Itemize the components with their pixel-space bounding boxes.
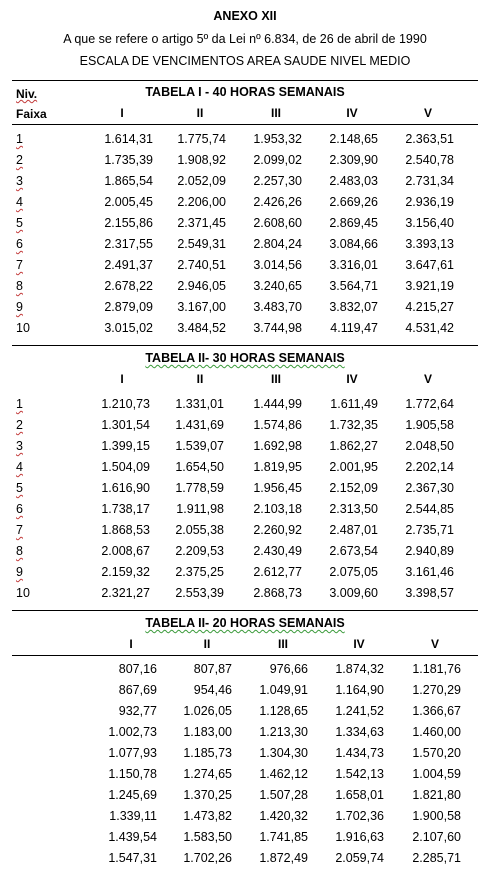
value-cell: 2.155,86: [104, 216, 153, 230]
value-cell: 2.544,85: [405, 502, 454, 516]
table-row: [0, 541, 490, 562]
value-cell: 1.865,54: [104, 174, 153, 188]
header-divider: [12, 124, 478, 125]
value-cell: 2.868,73: [253, 586, 302, 600]
value-cell: 3.484,52: [177, 321, 226, 335]
value-cell: 1.181,76: [412, 662, 461, 676]
faixa-cell: 5: [16, 216, 23, 230]
value-cell: 1.658,01: [335, 788, 384, 802]
table-row: [0, 457, 490, 478]
faixa-cell: 6: [16, 502, 23, 516]
faixa-cell: 8: [16, 544, 23, 558]
value-cell: 1.874,32: [335, 662, 384, 676]
value-cell: 932,77: [118, 704, 157, 718]
faixa-cell: 8: [16, 279, 23, 293]
table-row: [0, 297, 490, 318]
value-cell: 1.741,85: [259, 830, 308, 844]
value-cell: 1.077,93: [108, 746, 157, 760]
table-row: [0, 129, 490, 150]
value-cell: 1.150,78: [108, 767, 157, 781]
table-row: [0, 806, 490, 827]
value-cell: 1.702,26: [183, 851, 232, 865]
value-cell: 3.921,19: [405, 279, 454, 293]
table-row: [0, 848, 490, 869]
value-cell: 2.206,00: [177, 195, 226, 209]
value-cell: 1.819,95: [253, 460, 302, 474]
value-cell: 3.393,13: [405, 237, 454, 251]
value-cell: 2.152,09: [329, 481, 378, 495]
value-cell: 1.611,49: [330, 397, 378, 411]
value-cell: 2.075,05: [329, 565, 378, 579]
column-header: I: [129, 637, 133, 651]
table-row: [0, 150, 490, 171]
value-cell: 1.304,30: [259, 746, 308, 760]
value-cell: 1.542,13: [335, 767, 384, 781]
table-row: [0, 722, 490, 743]
value-cell: 1.570,20: [412, 746, 461, 760]
value-cell: 1.431,69: [175, 418, 224, 432]
table-divider: [12, 345, 478, 346]
table-row: [0, 234, 490, 255]
value-cell: 2.487,01: [329, 523, 378, 537]
table-row: [0, 171, 490, 192]
value-cell: 1.004,59: [412, 767, 461, 781]
value-cell: 1.953,32: [253, 132, 302, 146]
value-cell: 1.900,58: [412, 809, 461, 823]
value-cell: 1.908,92: [177, 153, 226, 167]
value-cell: 1.334,63: [335, 725, 384, 739]
value-cell: 1.735,39: [104, 153, 153, 167]
value-cell: 1.911,98: [176, 502, 224, 516]
value-cell: 3.564,71: [329, 279, 378, 293]
value-cell: 1.399,15: [101, 439, 150, 453]
value-cell: 1.574,86: [253, 418, 302, 432]
table-row: [0, 785, 490, 806]
table-row: [0, 743, 490, 764]
table-row: [0, 499, 490, 520]
value-cell: 1.905,58: [405, 418, 454, 432]
column-header: III: [270, 106, 281, 120]
value-cell: 2.048,50: [405, 439, 454, 453]
value-cell: 1.185,73: [183, 746, 232, 760]
value-cell: 3.014,56: [253, 258, 302, 272]
value-cell: 2.052,09: [177, 174, 226, 188]
value-cell: 2.608,60: [253, 216, 302, 230]
table-title-text: TABELA I - 40 HORAS SEMANAIS: [145, 85, 345, 99]
value-cell: 2.059,74: [335, 851, 384, 865]
column-header: V: [423, 106, 432, 120]
faixa-cell: 1: [16, 397, 23, 411]
value-cell: 2.740,51: [177, 258, 226, 272]
faixa-cell: 4: [16, 460, 23, 474]
value-cell: 1.654,50: [175, 460, 224, 474]
value-cell: 2.321,27: [101, 586, 150, 600]
table-row: [0, 583, 490, 604]
value-cell: 954,46: [193, 683, 232, 697]
value-cell: 1.444,99: [253, 397, 302, 411]
value-cell: 3.156,40: [405, 216, 454, 230]
value-cell: 1.539,07: [175, 439, 224, 453]
value-cell: 2.540,78: [405, 153, 454, 167]
faixa-cell: 6: [16, 237, 23, 251]
value-cell: 2.669,26: [329, 195, 378, 209]
faixa-cell: 3: [16, 174, 23, 188]
value-cell: 1.210,73: [101, 397, 150, 411]
value-cell: 1.270,29: [412, 683, 461, 697]
value-cell: 1.692,98: [253, 439, 302, 453]
table-row: [0, 562, 490, 583]
table-row: [0, 318, 490, 339]
faixa-cell: 7: [16, 523, 23, 537]
value-cell: 2.257,30: [253, 174, 302, 188]
faixa-label: Faixa: [16, 107, 47, 121]
value-cell: 2.209,53: [175, 544, 224, 558]
document-subtitle: A que se refere o artigo 5º da Lei nº 6.834, de 26 de abril de 1990: [63, 32, 427, 46]
value-cell: 1.460,00: [412, 725, 461, 739]
value-cell: 1.183,00: [183, 725, 232, 739]
value-cell: 3.240,65: [253, 279, 302, 293]
value-cell: 2.317,55: [104, 237, 153, 251]
value-cell: 3.316,01: [329, 258, 378, 272]
value-cell: 867,69: [118, 683, 157, 697]
column-header: III: [277, 637, 288, 651]
value-cell: 1.702,36: [335, 809, 384, 823]
value-cell: 2.731,34: [405, 174, 454, 188]
value-cell: 1.504,09: [101, 460, 150, 474]
value-cell: 1.164,90: [335, 683, 384, 697]
value-cell: 1.439,54: [108, 830, 157, 844]
value-cell: 1.821,80: [412, 788, 461, 802]
value-cell: 1.213,30: [259, 725, 308, 739]
table-title-text: TABELA II- 20 HORAS SEMANAIS: [145, 616, 345, 630]
value-cell: 2.099,02: [253, 153, 302, 167]
value-cell: 1.473,82: [183, 809, 232, 823]
table-title: [0, 351, 490, 365]
value-cell: 1.862,27: [329, 439, 378, 453]
faixa-cell: 7: [16, 258, 23, 272]
table-row: [0, 680, 490, 701]
table-row: [0, 213, 490, 234]
table-row: [0, 276, 490, 297]
value-cell: 2.735,71: [405, 523, 454, 537]
value-cell: 2.612,77: [253, 565, 302, 579]
value-cell: 2.936,19: [405, 195, 454, 209]
faixa-cell: 1: [16, 132, 23, 146]
table-row: [0, 255, 490, 276]
value-cell: 4.531,42: [405, 321, 454, 335]
value-cell: 2.553,39: [175, 586, 224, 600]
value-cell: 1.507,28: [259, 788, 308, 802]
value-cell: 1.274,65: [183, 767, 232, 781]
value-cell: 807,87: [193, 662, 232, 676]
value-cell: 3.483,70: [253, 300, 302, 314]
value-cell: 2.946,05: [177, 279, 226, 293]
value-cell: 2.549,31: [177, 237, 226, 251]
value-cell: 3.167,00: [177, 300, 226, 314]
value-cell: 2.375,25: [175, 565, 224, 579]
value-cell: 1.434,73: [335, 746, 384, 760]
table-row: [0, 415, 490, 436]
value-cell: 1.462,12: [259, 767, 308, 781]
value-cell: 1.128,65: [259, 704, 308, 718]
divider: [12, 80, 478, 81]
salary-scale-heading: ESCALA DE VENCIMENTOS AREA SAUDE NIVEL MEDIO: [79, 54, 411, 68]
value-cell: 1.547,31: [108, 851, 157, 865]
table-row: [0, 659, 490, 680]
table-row: [0, 192, 490, 213]
table-title-text: TABELA II- 30 HORAS SEMANAIS: [145, 351, 345, 365]
value-cell: 3.744,98: [253, 321, 302, 335]
value-cell: 2.148,65: [329, 132, 378, 146]
value-cell: 1.339,11: [109, 809, 157, 823]
value-cell: 2.159,32: [101, 565, 150, 579]
value-cell: 2.260,92: [253, 523, 302, 537]
value-cell: 4.215,27: [405, 300, 454, 314]
column-header: I: [120, 372, 124, 386]
column-header: III: [270, 372, 281, 386]
value-cell: 2.367,30: [405, 481, 454, 495]
value-cell: 2.285,71: [412, 851, 461, 865]
column-header: V: [430, 637, 439, 651]
value-cell: 1.956,45: [253, 481, 302, 495]
value-cell: 2.055,38: [175, 523, 224, 537]
table-row: [0, 436, 490, 457]
value-cell: 2.879,09: [104, 300, 153, 314]
value-cell: 2.309,90: [329, 153, 378, 167]
faixa-cell: 3: [16, 439, 23, 453]
value-cell: 1.778,59: [175, 481, 224, 495]
value-cell: 1.420,32: [259, 809, 308, 823]
table-title: [0, 616, 490, 630]
value-cell: 1.772,64: [405, 397, 454, 411]
value-cell: 2.103,18: [253, 502, 302, 516]
value-cell: 2.363,51: [405, 132, 454, 146]
column-header: IV: [346, 372, 358, 386]
column-header: II: [196, 106, 204, 120]
value-cell: 2.483,03: [329, 174, 378, 188]
value-cell: 2.869,45: [329, 216, 378, 230]
value-cell: 1.026,05: [183, 704, 232, 718]
value-cell: 1.002,73: [108, 725, 157, 739]
value-cell: 2.107,60: [412, 830, 461, 844]
value-cell: 4.119,47: [330, 321, 378, 335]
column-header: IV: [346, 106, 358, 120]
value-cell: 2.491,37: [104, 258, 153, 272]
column-header: II: [196, 372, 204, 386]
table-row: [0, 520, 490, 541]
value-cell: 3.161,46: [405, 565, 454, 579]
value-cell: 1.732,35: [329, 418, 378, 432]
table-row: [0, 394, 490, 415]
value-cell: 1.738,17: [101, 502, 150, 516]
value-cell: 807,16: [118, 662, 157, 676]
value-cell: 2.430,49: [253, 544, 302, 558]
value-cell: 1.301,54: [101, 418, 150, 432]
value-cell: 2.313,50: [329, 502, 378, 516]
niv-label: Niv.: [16, 87, 38, 101]
value-cell: 1.370,25: [183, 788, 232, 802]
table-title: [0, 85, 490, 99]
column-header: I: [120, 106, 124, 120]
faixa-cell: 10: [16, 586, 30, 600]
table-row: [0, 701, 490, 722]
value-cell: 2.001,95: [329, 460, 378, 474]
value-cell: 3.398,57: [405, 586, 454, 600]
value-cell: 2.202,14: [405, 460, 454, 474]
table-row: [0, 764, 490, 785]
value-cell: 3.832,07: [329, 300, 378, 314]
faixa-cell: 9: [16, 565, 23, 579]
column-header: IV: [353, 637, 365, 651]
faixa-cell: 2: [16, 153, 23, 167]
value-cell: 2.005,45: [104, 195, 153, 209]
value-cell: 1.872,49: [259, 851, 308, 865]
value-cell: 2.804,24: [253, 237, 302, 251]
column-header: II: [203, 637, 211, 651]
value-cell: 2.940,89: [405, 544, 454, 558]
faixa-cell: 9: [16, 300, 23, 314]
value-cell: 1.868,53: [101, 523, 150, 537]
document-title: ANEXO XII: [213, 9, 277, 23]
faixa-cell: 4: [16, 195, 23, 209]
table-divider: [12, 610, 478, 611]
value-cell: 976,66: [269, 662, 308, 676]
column-header: V: [423, 372, 432, 386]
value-cell: 1.049,91: [259, 683, 308, 697]
value-cell: 1.916,63: [335, 830, 384, 844]
value-cell: 1.614,31: [104, 132, 153, 146]
value-cell: 3.009,60: [329, 586, 378, 600]
value-cell: 1.775,74: [177, 132, 226, 146]
value-cell: 2.673,54: [329, 544, 378, 558]
value-cell: 2.371,45: [177, 216, 226, 230]
faixa-cell: 2: [16, 418, 23, 432]
value-cell: 3.084,66: [329, 237, 378, 251]
faixa-cell: 10: [16, 321, 30, 335]
value-cell: 1.616,90: [101, 481, 150, 495]
value-cell: 1.245,69: [108, 788, 157, 802]
value-cell: 2.426,26: [253, 195, 302, 209]
faixa-cell: 5: [16, 481, 23, 495]
value-cell: 1.583,50: [183, 830, 232, 844]
header-divider: [12, 655, 478, 656]
value-cell: 1.241,52: [335, 704, 384, 718]
table-row: [0, 827, 490, 848]
value-cell: 1.331,01: [175, 397, 224, 411]
value-cell: 2.678,22: [104, 279, 153, 293]
value-cell: 3.647,61: [405, 258, 454, 272]
value-cell: 1.366,67: [412, 704, 461, 718]
value-cell: 3.015,02: [104, 321, 153, 335]
table-row: [0, 478, 490, 499]
value-cell: 2.008,67: [101, 544, 150, 558]
